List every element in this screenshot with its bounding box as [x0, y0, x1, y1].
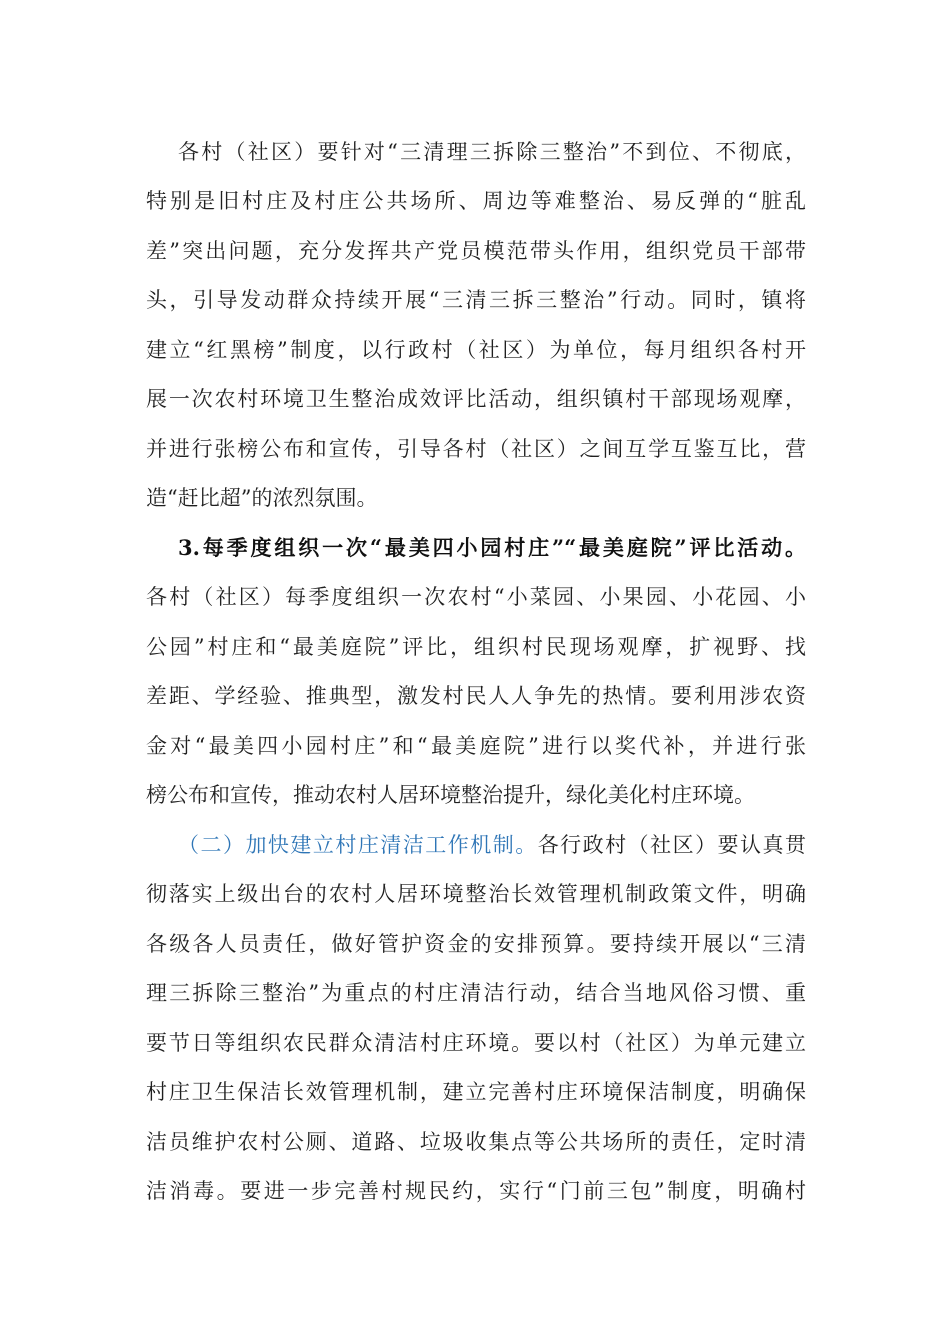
paragraph-2-line: 公园”村庄和“最美庭院”评比，组织村民现场观摩，扩视野、找	[146, 635, 806, 659]
paragraph-2-line: 金对“最美四小园村庄”和“最美庭院”进行以奖代补，并进行张	[146, 734, 806, 758]
section-2-heading: （二）加快建立村庄清洁工作机制。	[178, 833, 538, 857]
paragraph-1-line: 并进行张榜公布和宣传，引导各村（社区）之间互学互鉴互比，营	[146, 437, 806, 461]
section-2-line: 各级各人员责任，做好管护资金的安排预算。要持续开展以“三清	[146, 932, 806, 956]
section-2-line: 理三拆除三整治”为重点的村庄清洁行动，结合当地风俗习惯、重	[146, 981, 806, 1005]
section-2-line: 彻落实上级出台的农村人居环境整治长效管理机制政策文件，明确	[146, 882, 806, 906]
paragraph-1-line: 差”突出问题，充分发挥共产党员模范带头作用，组织党员干部带	[146, 239, 806, 263]
paragraph-1-line: 建立“红黑榜”制度，以行政村（社区）为单位，每月组织各村开	[146, 338, 806, 362]
paragraph-1-line: 展一次农村环境卫生整治成效评比活动，组织镇村干部现场观摩，	[146, 387, 806, 411]
section-2-line: 洁员维护农村公厕、道路、垃圾收集点等公共场所的责任，定时清	[146, 1130, 806, 1154]
section-2-line: 洁消毒。要进一步完善村规民约，实行“门前三包”制度，明确村	[146, 1179, 806, 1203]
section-2-first-line-tail: 各行政村（社区）要认真贯	[537, 833, 806, 857]
paragraph-2-line: 各村（社区）每季度组织一次农村“小菜园、小果园、小花园、小	[146, 585, 806, 609]
section-2-first-line	[178, 827, 806, 863]
section-2-line: 要节日等组织农民群众清洁村庄环境。要以村（社区）为单元建立	[146, 1031, 806, 1055]
section-2-line: 村庄卫生保洁长效管理机制，建立完善村庄环境保洁制度，明确保	[146, 1080, 806, 1104]
paragraph-1-line: 造“赶比超”的浓烈氛围。	[146, 486, 378, 510]
paragraph-2-line: 榜公布和宣传，推动农村人居环境整治提升，绿化美化村庄环境。	[146, 783, 755, 807]
paragraph-1-line: 各村（社区）要针对“三清理三拆除三整治”不到位、不彻底，	[178, 140, 806, 164]
paragraph-1-line: 头，引导发动群众持续开展“三清三拆三整治”行动。同时，镇将	[146, 288, 806, 312]
subheading-3: 3.每季度组织一次“最美四小园村庄”“最美庭院”评比活动。	[178, 535, 806, 560]
paragraph-1-line: 特别是旧村庄及村庄公共场所、周边等难整治、易反弹的“脏乱	[146, 189, 806, 213]
paragraph-2-line: 差距、学经验、推典型，激发村民人人争先的热情。要利用涉农资	[146, 684, 806, 708]
